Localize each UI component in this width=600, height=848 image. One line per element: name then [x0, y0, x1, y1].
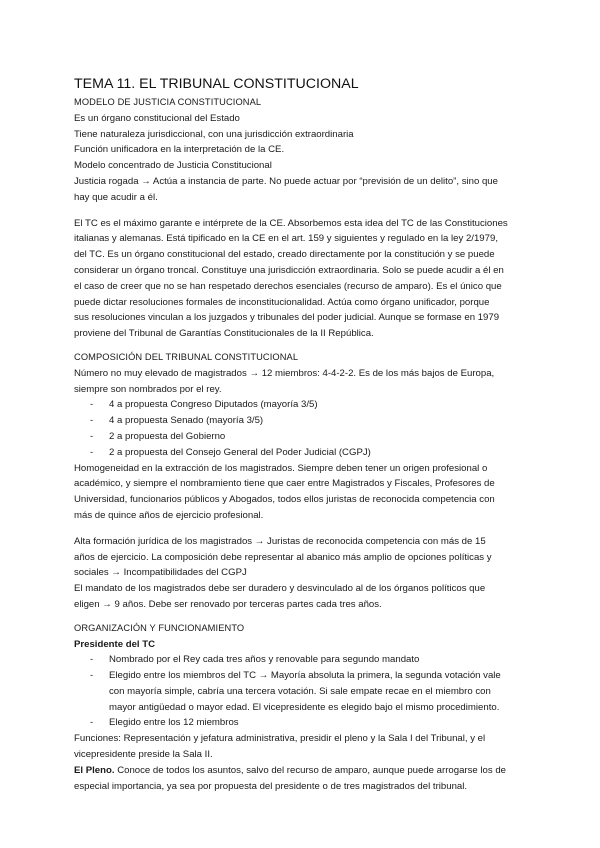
text-line: años de ejercicio. La composición debe representar al abanico más amplio de opciones políticas y: [74, 551, 492, 563]
text-line: siempre son nombrados por el rey.: [74, 383, 222, 395]
text-line: El mandato de los magistrados debe ser duradero y desvinculado al de los órganos políticos que: [74, 583, 486, 595]
composicion-intro: [74, 366, 534, 398]
text-line: hay que acudir a él.: [74, 191, 158, 203]
list-item: - 2 a propuesta del Consejo General del Poder Judicial (CGPJ): [74, 445, 534, 461]
text-line: Tiene naturaleza jurisdiccional, con una jurisdicción extraordinaria: [74, 128, 354, 140]
section-heading-modelo: MODELO DE JUSTICIA CONSTITUCIONAL: [74, 97, 262, 107]
text-line: con mayoría simple, cabría una tercera votación. Si sale empate recae en el miembro con: [109, 685, 491, 697]
text-line: Alta formación jurídica de los magistrados → Juristas de reconocida competencia con más de 15: [74, 535, 486, 547]
section-heading-composicion: COMPOSICIÓN DEL TRIBUNAL CONSTITUCIONAL: [74, 351, 299, 362]
text-line: - Elegido entre los miembros del TC → Mayoría absoluta la primera, la segunda votación vale: [109, 670, 501, 682]
text-line: - Elegido entre los 12 miembros: [109, 717, 239, 729]
list-item: - 4 a propuesta Senado (mayoría 3/5): [74, 413, 534, 429]
text-line: más de quince años de ejercicio profesional.: [74, 509, 264, 521]
list-item: [74, 668, 534, 715]
list-item: [74, 715, 534, 731]
text-line: italianas y alemanas. Está tipificado en la CE en el art. 159 y siguientes y regulado en la ley 2/1979,: [74, 233, 498, 245]
text-line: proviene del Tribunal de Garantías Constitucionales de la II República.: [74, 328, 374, 340]
text-line: sociales → Incompatibilidades del CGPJ: [74, 567, 247, 579]
composicion-paragraph-1: [74, 461, 534, 524]
text-line: sus resoluciones vinculan a los juzgados y tribunales del poder judicial. Aunque se formase en 1979: [74, 312, 500, 324]
text-line: Modelo concentrado de Justicia Constitucional: [74, 160, 272, 172]
text-line: - Nombrado por el Rey cada tres años y renovable para segundo mandato: [109, 654, 420, 666]
list-item: - 4 a propuesta Congreso Diputados (mayoría 3/5): [74, 397, 534, 413]
president-list: [74, 652, 534, 731]
text-line: el caso de creer que no se han respetado derechos esenciales (recurso de amparo). Es el único que: [74, 280, 502, 292]
pleno-text: Conoce de todos los asuntos, salvo del recurso de amparo, aunque puede arrogarse los de: [114, 764, 506, 776]
text-line: puede dictar resoluciones formales de inconstitucionalidad. Actúa como órgano unificador, porque: [74, 296, 490, 308]
document-page: [74, 74, 534, 794]
modelo-list: [74, 111, 534, 206]
text-line: Número no muy elevado de magistrados → 12 miembros: 4-4-2-2. Es de los más bajos de Europa,: [74, 367, 495, 379]
text-line: especial importancia, ya sea por propuesta del presidente o de tres magistrados del tribunal.: [74, 780, 468, 792]
list-item: - 2 a propuesta del Gobierno: [74, 429, 534, 445]
composicion-list: [74, 397, 534, 460]
section-heading-organizacion: ORGANIZACIÓN Y FUNCIONAMIENTO: [74, 622, 245, 633]
text-line: eligen → 9 años. Debe ser renovado por terceras partes cada tres años.: [74, 598, 382, 610]
list-item: [74, 652, 534, 668]
text-line: Función unificadora en la interpretación de la CE.: [74, 144, 285, 156]
text-line: Es un órgano constitucional del Estado: [74, 112, 240, 124]
text-line: académico, y siempre el nombramiento tiene que caer entre Magistrados y Fiscales, Profesores de: [74, 478, 495, 490]
page-title: TEMA 11. EL TRIBUNAL CONSTITUCIONAL: [74, 76, 359, 92]
pleno-label: El Pleno.: [74, 764, 115, 776]
text-line: Universidad, funcionarios públicos y Abogados, todos ellos juristas de reconocida competencia con: [74, 494, 495, 506]
text-line: [74, 763, 534, 779]
text-line: Justicia rogada → Actúa a instancia de parte. No puede actuar por “previsión de un delito”, sino que: [74, 175, 498, 187]
text-line: El TC es el máximo garante e intérprete de la CE. Absorbemos esta idea del TC de las Constituciones: [74, 217, 508, 229]
president-label: Presidente del TC: [74, 638, 156, 650]
text-line: mayor antigüedad o mayor edad. El vicepresidente es elegido bajo el mismo procedimiento.: [109, 701, 500, 713]
funciones-paragraph: [74, 731, 534, 763]
text-line: Funciones: Representación y jefatura administrativa, presidir el pleno y la Sala I del Tribunal, y el: [74, 733, 486, 745]
composicion-paragraph-2: [74, 534, 534, 613]
text-line: considerar un órgano troncal. Constituye una jurisdicción extraordinaria. Solo se puede acudir a él en: [74, 264, 504, 276]
text-line: vicepresidente preside la Sala II.: [74, 749, 213, 761]
text-line: del TC. Es un órgano constitucional del estado, creado directamente por la constitución y se puede: [74, 249, 495, 261]
text-line: Homogeneidad en la extracción de los magistrados. Siempre deben tener un origen profesional o: [74, 462, 488, 474]
president-label-line: [74, 637, 534, 653]
modelo-paragraph: [74, 216, 534, 342]
pleno-paragraph: [74, 763, 534, 795]
